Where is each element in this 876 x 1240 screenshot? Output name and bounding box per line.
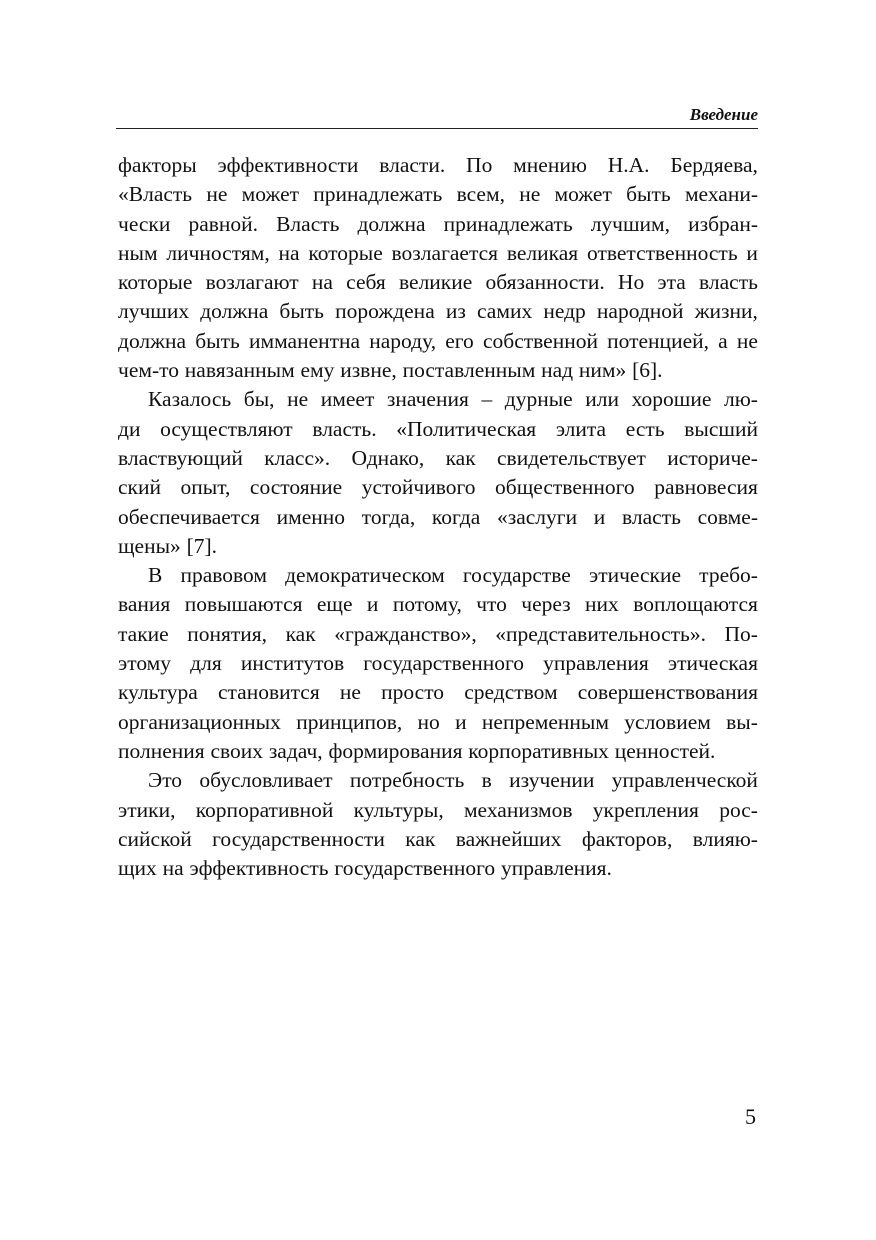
- word: культуры,: [353, 797, 444, 822]
- word: для: [190, 651, 222, 676]
- word: ценностей.: [614, 738, 716, 763]
- word: государственного: [334, 856, 496, 881]
- word: воплощаются: [633, 592, 758, 617]
- word: этики,: [118, 797, 176, 822]
- word: в: [481, 768, 492, 793]
- word: и: [593, 504, 606, 529]
- word: этому: [118, 651, 172, 676]
- word: опыт,: [180, 475, 231, 500]
- word: жизни,: [694, 299, 758, 324]
- word: потенцией,: [607, 328, 709, 353]
- text-line: [118, 796, 758, 825]
- text-line: [118, 708, 758, 737]
- word: управленческой: [611, 768, 758, 793]
- text-line: [118, 561, 758, 590]
- word: когда: [431, 504, 481, 529]
- word: его: [445, 328, 474, 353]
- word: условием: [624, 709, 711, 734]
- word: не: [736, 328, 758, 353]
- word: власть: [622, 504, 681, 529]
- word: через: [521, 592, 571, 617]
- word: высший: [684, 416, 758, 441]
- word: культура: [118, 680, 198, 705]
- word: правовом: [180, 563, 267, 588]
- text-line: [118, 356, 758, 385]
- word: Однако,: [351, 445, 425, 470]
- word: обязанности.: [485, 270, 605, 295]
- text-line: [118, 620, 758, 649]
- word: недр: [543, 299, 586, 324]
- word: непременным: [481, 709, 609, 734]
- word: власть: [699, 270, 758, 295]
- word: организационных: [118, 709, 281, 734]
- section-title: Введение: [689, 105, 758, 124]
- word: институтов: [240, 651, 345, 676]
- word: механи-: [684, 182, 758, 207]
- word: этические: [588, 563, 682, 588]
- word: не: [519, 182, 541, 207]
- word: быть: [626, 182, 671, 207]
- word: управления: [543, 651, 649, 676]
- word: лучшим,: [590, 211, 671, 236]
- word: важнейших: [455, 826, 562, 851]
- word: элита: [555, 416, 607, 441]
- word: механизмов: [463, 797, 573, 822]
- word: формирования: [328, 738, 463, 763]
- word: становится: [217, 680, 320, 705]
- page-number: 5: [745, 1104, 756, 1129]
- word: вы-: [726, 709, 758, 734]
- body-text: [118, 151, 758, 883]
- word: По: [466, 153, 493, 177]
- word: обеспечивается: [118, 504, 260, 529]
- word: просто: [381, 680, 445, 705]
- word: ему: [300, 358, 335, 383]
- word: демократическом: [285, 563, 445, 588]
- word: над: [541, 358, 574, 383]
- word: еще: [316, 592, 353, 617]
- word: «Власть: [118, 182, 193, 207]
- word: факторов,: [581, 826, 673, 851]
- word: именно: [276, 504, 346, 529]
- word: влияю-: [692, 826, 758, 851]
- word: не: [339, 680, 361, 705]
- word: [6].: [632, 358, 663, 383]
- text-line: [118, 210, 758, 239]
- word: извне,: [340, 358, 397, 383]
- word: них: [585, 592, 619, 617]
- text-line: [118, 766, 758, 795]
- word: совме-: [697, 504, 758, 529]
- word: власть.: [312, 416, 377, 441]
- word: ский: [118, 475, 161, 500]
- word: чески: [118, 211, 171, 236]
- word: но: [417, 709, 440, 734]
- text-line: [118, 444, 758, 473]
- word: мнению: [513, 153, 587, 177]
- word: тогда,: [361, 504, 416, 529]
- word: факторы: [118, 153, 197, 177]
- text-line: [118, 825, 758, 854]
- word: как: [445, 445, 476, 470]
- word: «Политическая: [396, 416, 537, 441]
- word: принадлежать: [443, 211, 573, 236]
- word: и: [746, 240, 758, 265]
- word: потому,: [392, 592, 462, 617]
- word: управления.: [500, 856, 612, 881]
- word: возлагают: [205, 270, 299, 295]
- text-line: [118, 532, 758, 561]
- word: личностям,: [166, 240, 270, 265]
- word: По-: [724, 621, 758, 646]
- running-header: [116, 104, 758, 129]
- word: класс».: [264, 445, 331, 470]
- word: лю-: [723, 387, 758, 412]
- word: эта: [657, 270, 686, 295]
- word: ди: [118, 416, 141, 441]
- word: корпоративных: [468, 738, 609, 763]
- word: ним»: [578, 358, 627, 383]
- word: ным: [118, 240, 158, 265]
- word: властвующий: [118, 445, 243, 470]
- text-line: [118, 737, 758, 766]
- word: «заслуги: [496, 504, 578, 529]
- word: эффективность: [189, 856, 329, 881]
- word: себя: [346, 270, 386, 295]
- word: «гражданство»,: [334, 621, 477, 646]
- text-line: [118, 180, 758, 209]
- word: историче-: [667, 445, 758, 470]
- word: «представительность».: [495, 621, 706, 646]
- word: эффективности: [217, 153, 359, 177]
- word: Бердяева,: [670, 153, 758, 177]
- word: осуществляют: [160, 416, 293, 441]
- word: свидетельствует: [497, 445, 646, 470]
- word: самих: [476, 299, 533, 324]
- word: возлагается: [391, 240, 499, 265]
- word: государственности: [212, 826, 385, 851]
- word: на: [162, 856, 184, 881]
- text-line: [118, 649, 758, 678]
- text-line: [118, 503, 758, 532]
- word: принадлежать: [313, 182, 443, 207]
- word: обусловливает: [199, 768, 333, 793]
- word: хорошие: [631, 387, 712, 412]
- word: ответственность: [586, 240, 738, 265]
- text-line: [118, 678, 758, 707]
- word: должна: [200, 299, 269, 324]
- text-line: [118, 854, 758, 883]
- word: которые: [118, 270, 193, 295]
- text-line: [118, 239, 758, 268]
- word: В: [148, 563, 163, 588]
- word: потребность: [349, 768, 465, 793]
- word: народной: [596, 299, 684, 324]
- word: значения: [386, 387, 469, 412]
- word: изучении: [509, 768, 595, 793]
- word: понятия,: [187, 621, 268, 646]
- text-line: [118, 327, 758, 356]
- word: избран-: [688, 211, 758, 236]
- word: лучших: [118, 299, 190, 324]
- word: этическая: [667, 651, 758, 676]
- word: задач,: [268, 738, 323, 763]
- word: не: [206, 182, 228, 207]
- word: своих: [210, 738, 264, 763]
- word: укрепления: [592, 797, 699, 822]
- word: такие: [118, 621, 169, 646]
- text-line: [118, 268, 758, 297]
- word: собственной: [482, 328, 598, 353]
- word: средством: [464, 680, 558, 705]
- text-line: [118, 385, 758, 414]
- word: чем-то: [118, 358, 179, 383]
- word: поставленным: [402, 358, 536, 383]
- word: Н.А.: [607, 153, 650, 177]
- word: может: [241, 182, 300, 207]
- word: государственного: [363, 651, 525, 676]
- word: корпоративной: [195, 797, 334, 822]
- word: рос-: [719, 797, 758, 822]
- word: всем,: [456, 182, 505, 207]
- word: из: [445, 299, 466, 324]
- word: вания: [118, 592, 171, 617]
- word: что: [476, 592, 507, 617]
- word: на: [278, 240, 300, 265]
- word: совершенствования: [577, 680, 758, 705]
- word: устойчивого: [361, 475, 476, 500]
- word: есть: [625, 416, 665, 441]
- word: равновесия: [654, 475, 758, 500]
- word: и: [455, 709, 467, 734]
- word: равной.: [188, 211, 259, 236]
- word: Но: [617, 270, 645, 295]
- word: быть: [195, 328, 240, 353]
- word: навязанным: [184, 358, 295, 383]
- word: дурные: [504, 387, 573, 412]
- word: быть: [279, 299, 324, 324]
- word: великая: [506, 240, 579, 265]
- word: или: [585, 387, 620, 412]
- word: которые: [308, 240, 383, 265]
- word: на: [311, 270, 333, 295]
- word: сийской: [118, 826, 192, 851]
- word: должна: [357, 211, 426, 236]
- word: имманентна: [248, 328, 361, 353]
- word: щих: [118, 856, 157, 881]
- word: как: [405, 826, 436, 851]
- word: требо-: [699, 563, 758, 588]
- word: порождена: [335, 299, 435, 324]
- word: –: [481, 387, 493, 412]
- word: Власть: [276, 211, 340, 236]
- word: состояние: [249, 475, 343, 500]
- word: Это: [148, 768, 183, 793]
- word: государстве: [462, 563, 571, 588]
- word: щены»: [118, 533, 181, 558]
- word: полнения: [118, 738, 205, 763]
- word: имеет: [320, 387, 375, 412]
- word: [7].: [186, 533, 218, 558]
- word: принципов,: [296, 709, 403, 734]
- text-line: [118, 297, 758, 326]
- text-line: [118, 473, 758, 502]
- word: власти.: [379, 153, 446, 177]
- word: должна: [118, 328, 187, 353]
- word: может: [554, 182, 612, 207]
- word: а: [718, 328, 728, 353]
- word: народу,: [369, 328, 437, 353]
- word: не: [287, 387, 309, 412]
- word: общественного: [495, 475, 635, 500]
- word: повышаются: [184, 592, 303, 617]
- text-line: [118, 415, 758, 444]
- text-line: [118, 590, 758, 619]
- word: Казалось: [148, 387, 232, 412]
- word: бы,: [243, 387, 275, 412]
- word: как: [285, 621, 316, 646]
- text-line: [118, 151, 758, 180]
- word: и: [366, 592, 379, 617]
- word: великие: [399, 270, 473, 295]
